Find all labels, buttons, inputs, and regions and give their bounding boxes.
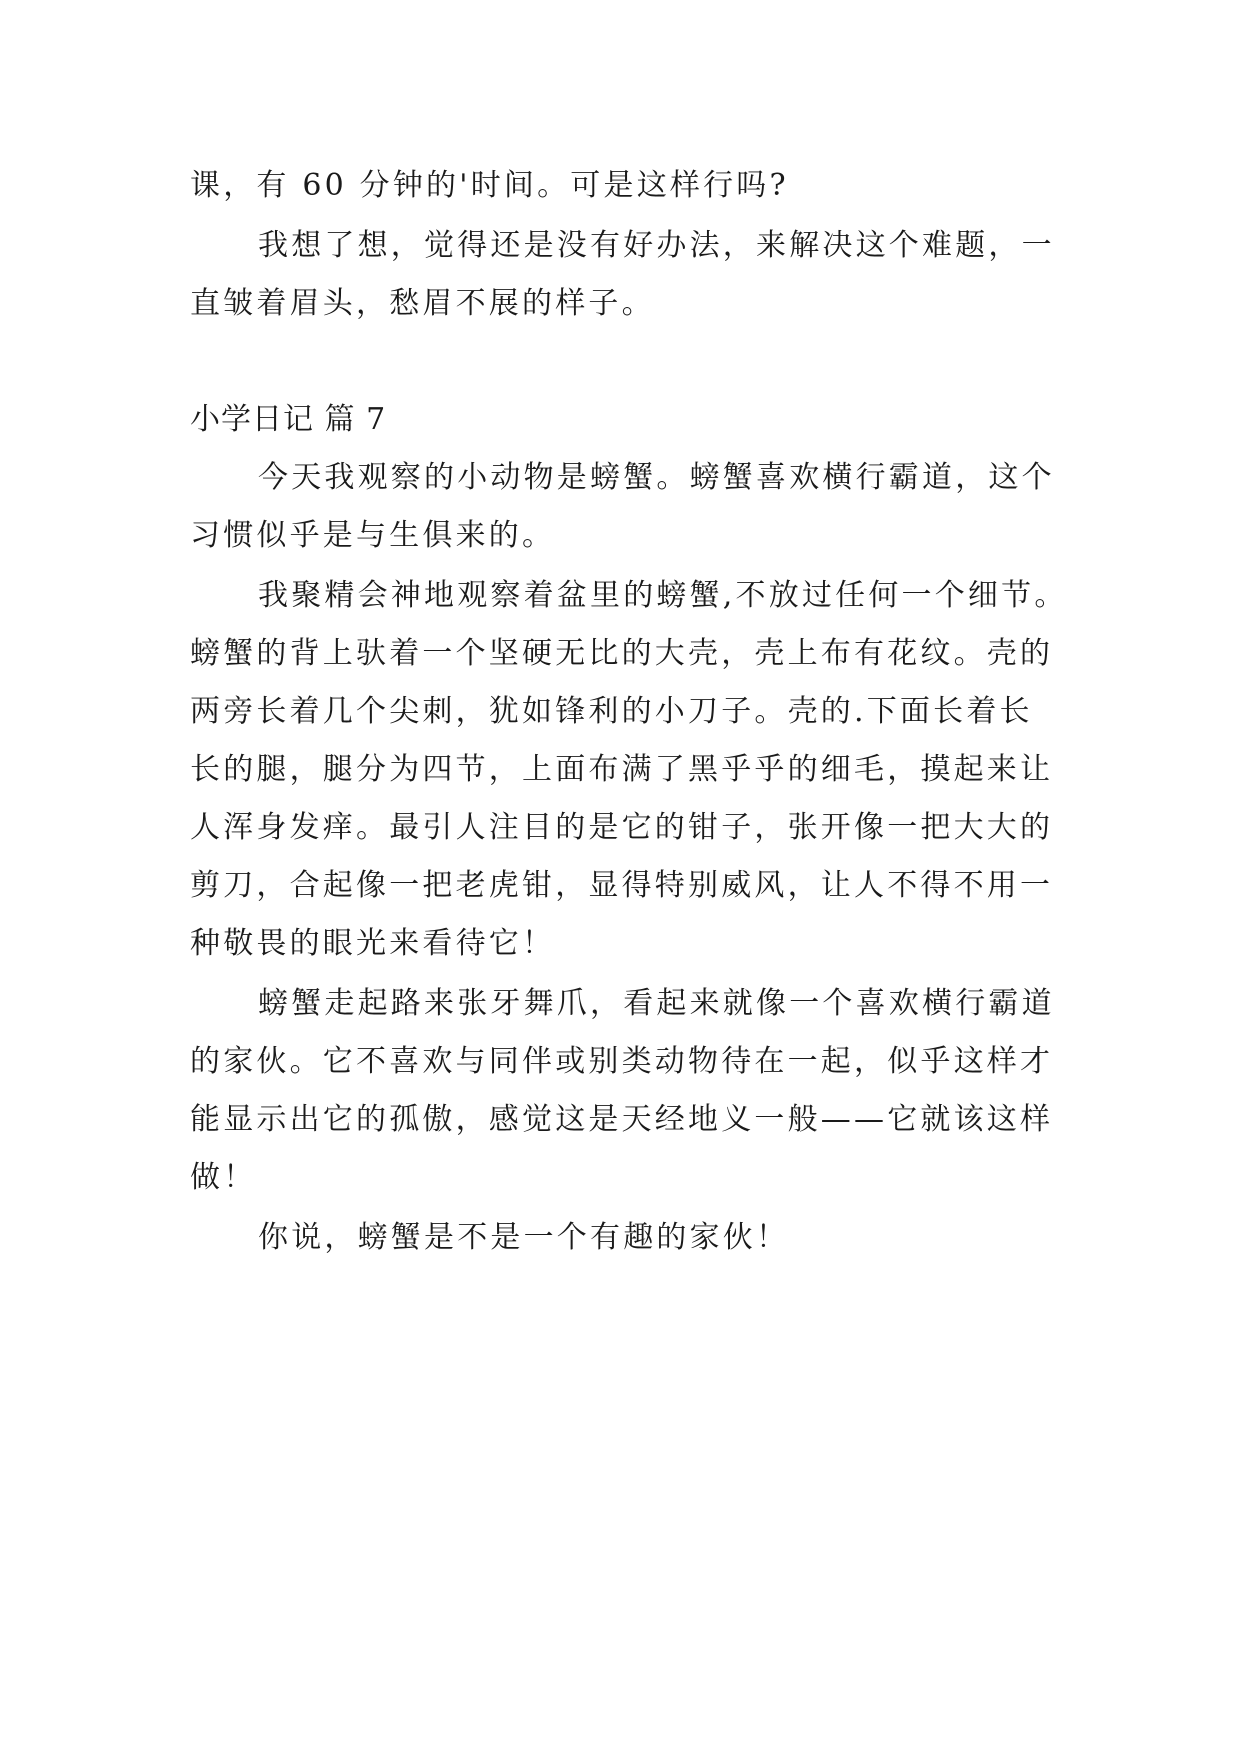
text-line: 螃蟹的背上驮着一个坚硬无比的大壳，壳上布有花纹。壳的 [190, 636, 1054, 671]
text-line: 长的腿，腿分为四节，上面布满了黑乎乎的细毛，摸起来让 [190, 752, 1054, 787]
text-line: 两旁长着几个尖刺，犹如锋利的小刀子。壳的.下面长着长 [190, 694, 1033, 729]
text-line: 剪刀，合起像一把老虎钳，显得特别威风，让人不得不用一 [190, 868, 1054, 903]
text-line: 种敬畏的眼光来看待它！ [190, 926, 556, 961]
paragraph-first-line: 我聚精会神地观察着盆里的螃蟹,不放过任何一个细节。 [258, 578, 1068, 613]
paragraph-first-line: 你说，螃蟹是不是一个有趣的家伙！ [258, 1220, 790, 1255]
text-line: 课，有 60 分钟的'时间。可是这样行吗? [190, 168, 789, 203]
text-line: 做！ [190, 1160, 257, 1195]
text-line: 的家伙。它不喜欢与同伴或别类动物待在一起，似乎这样才 [190, 1044, 1054, 1079]
text-line: 直皱着眉头，愁眉不展的样子。 [190, 286, 655, 321]
text-line: 习惯似乎是与生俱来的。 [190, 518, 556, 553]
paragraph-first-line: 螃蟹走起路来张牙舞爪，看起来就像一个喜欢横行霸道 [258, 986, 1055, 1021]
paragraph-first-line: 今天我观察的小动物是螃蟹。螃蟹喜欢横行霸道，这个 [258, 460, 1055, 495]
section-heading: 小学日记 篇 7 [190, 402, 387, 437]
text-line: 能显示出它的孤傲，感觉这是天经地义一般——它就该这样 [190, 1102, 1054, 1137]
text-line: 人浑身发痒。最引人注目的是它的钳子，张开像一把大大的 [190, 810, 1054, 845]
paragraph-first-line: 我想了想，觉得还是没有好办法，来解决这个难题，一 [258, 228, 1055, 263]
